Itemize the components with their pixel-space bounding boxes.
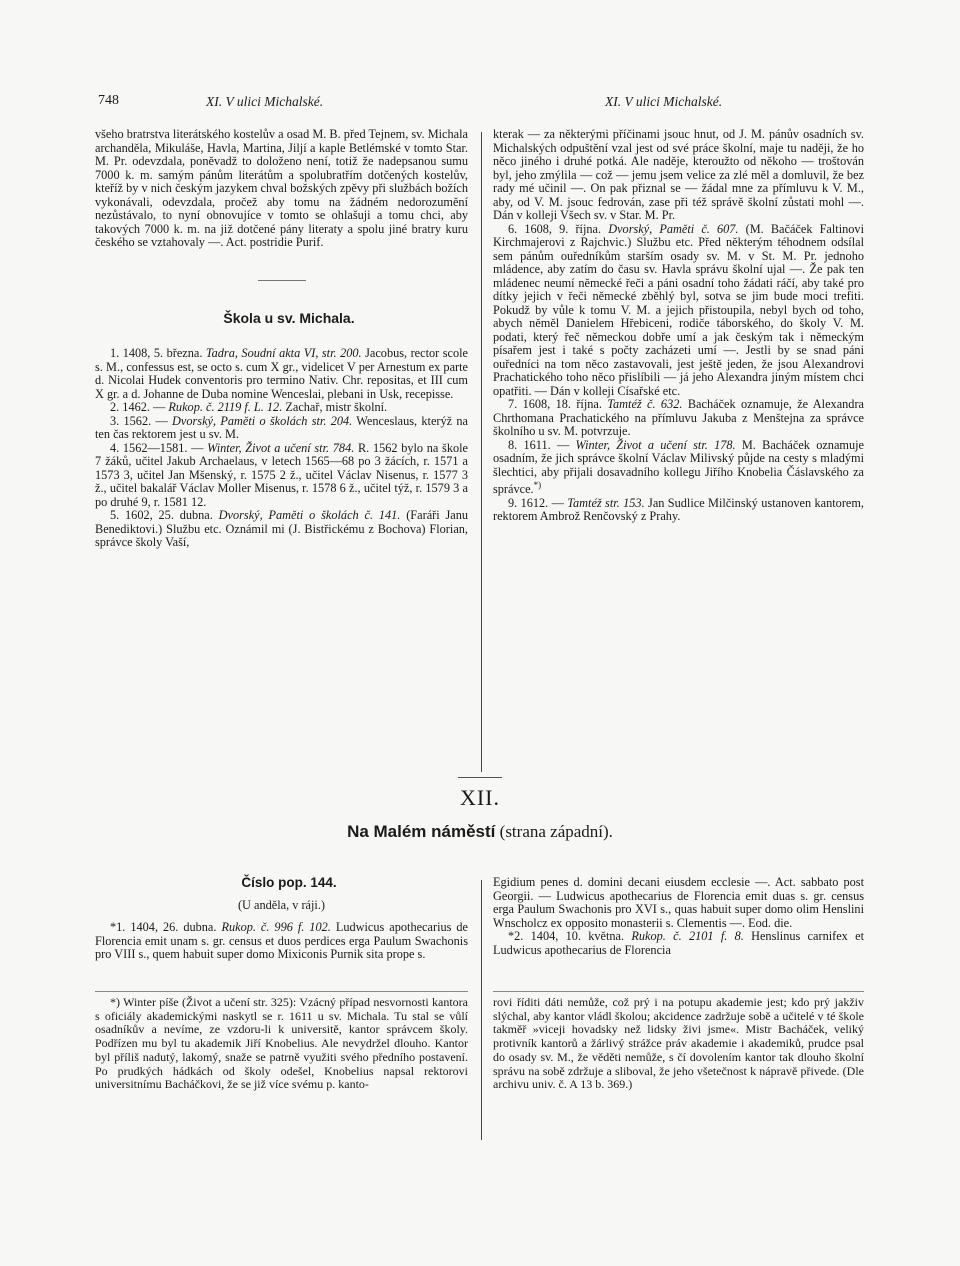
- entry-2-body: Zachař, mistr školní.: [285, 400, 388, 414]
- entry-1-body: Jacobus, rector scole s. M., confessus est, se octo s. cum X gr., videlicet V per Arnestum ex parte d. Nicolai Hudek conventoris pro termino Nativ. Chr. repositas, et III cum X gr. a d. Johanne de Duba nomine Wenceslai, plebani in Usk, recepisse.: [95, 346, 469, 401]
- running-header-left: XI. V ulici Michalské.: [206, 94, 324, 109]
- footnote-text-left: *) Winter píše (Život a učení str. 325): Vzácný případ nesvornosti kantora s oficiály akademickými naskytl se r. 1611 u sv. Michala. Tu stal se vůlí osadníkův a nevíme, ze vzdoru-li k universitě, kantor správcem školy. Podřízen mu byl tu akademik Jiří Knobelius. Ale nevydržel dlouho. Kantor byl příliš nadutý, lakomý, snaže se patrně využiti svého předního postavení. Po prudkých hádkách od školy odešel, Knobelius napsal rektorovi universitnímu Bacháčkovi, že se již více svému p. kanto-: [95, 995, 468, 1092]
- entry-3-body: Wenceslaus, kterýž na ten čas rektorem jest u sv. M.: [95, 413, 468, 441]
- entry-4-body: R. 1562 bylo na škole 7 žáků, učitel Jakub Archaelaus, v letech 1565—68 po 3 žácích, r. 1571 a 1573 3, učitel Jan Mšenský, r. 1575 2 ž., učitel Václav Nisenus, r. 1577 3 ž., učitel bakalář Václav Moller Misenus, r. 1578 6 ž., učitel týž, r. 1579 3 a po druhé 9, r. 1581 12.: [95, 440, 468, 509]
- running-header-right: XI. V ulici Michalské.: [605, 94, 723, 109]
- entry-8-body: M. Bacháček oznamuje osadním, že jich správce školní Václav Milivský půjde na cesty s mladými šlechtici, aby přijali dosavadního kollegu Jiřího Knobelia Čáslavského za správce.: [493, 437, 864, 497]
- entry-2-source: Rukop. č. 2119 f. L. 12.: [168, 400, 283, 414]
- entry-3: [95, 415, 468, 442]
- house-entry-1-source: Rukop. č. 996 f. 102.: [221, 920, 331, 934]
- entry-5-body: (Faráři Janu Benediktovi.) Službu etc. Oznámil mi (J. Bistřickému z Bochova) Florian, správce školy Vaší,: [95, 508, 469, 549]
- entry-8-head: 8. 1611. —: [508, 437, 570, 452]
- entry-2: [95, 401, 468, 415]
- chapter-title: [0, 822, 960, 842]
- entry-1-source: Tadra, Soudní akta VI, str. 200.: [205, 346, 362, 360]
- entry-9-source: Tamtéž str. 153.: [567, 495, 645, 510]
- entry-9-body: Jan Sudlice Milčinský ustanoven kantorem, rektorem Ambrož Renčovský z Prahy.: [493, 495, 865, 524]
- entry-6-source: Dvorský, Paměti č. 607.: [608, 221, 739, 236]
- column-rule-bottom: [481, 880, 482, 1140]
- entry-7-body: Bacháček oznamuje, že Alexandra Chrthomana Prachatického na přímluvu Jakuba z Menštejna za správce školního u sv. M. potvrzuje.: [493, 397, 865, 438]
- column-rule-top: [481, 132, 482, 772]
- entry-3-head: 3. 1562. —: [110, 413, 168, 428]
- chapter-number: XII.: [459, 785, 501, 810]
- entry-2-head: 2. 1462. —: [110, 400, 166, 414]
- house-entry-2-source: Rukop. č. 2101 f. 8.: [631, 929, 744, 943]
- footnote-divider: [95, 991, 468, 992]
- continued-paragraph: všeho bratrstva literátského kostelův a osad M. B. před Tejnem, sv. Michala archanděla, Mikuláše, Havla, Martina, Jiljí a kaple Betlémské v tomto Star. M. Pr. odevzdala, poněvadž to doloženo není, totiž že nadepsanou sumu 7000 k. m. samým pánům literátům a spolubratřím dotčených kostelův, kteříž by v nich českým jazykem chval božských zpěvy při službách božích vykonávali, odevzdala, pročež aby tomu na žádném nedorozumění nezůstávalo, to nyní obnovujíce v tomto se ohlašuji a tomu chci, aby takových 7000 k. m. na již dotčené pány literaty a spolu jiné bratry kuru českého se vztahovaly —. Act. postridie Purif.: [95, 127, 468, 249]
- house-entry-1-body: Ludwicus apothecarius de Florencia emit unam s. gr. census et duos perdices erga Paulum Swachonis pro VIII s., quem habuit super domo Mixiconis Purnik sita prope s.: [95, 920, 469, 961]
- page-number: 748: [98, 93, 119, 108]
- entry-7-source: Tamtéž č. 632.: [607, 397, 683, 411]
- house-entry-2-head: *2. 1404, 10. května.: [508, 929, 625, 943]
- entry-1: [95, 347, 468, 401]
- bottom-left-column: [95, 876, 468, 962]
- entry-5: [95, 509, 468, 550]
- footnote-text-right: rovi říditi dáti nemůže, což prý i na potupu akademie jest; kdo prý jakživ slýchal, aby kantor vládl školou; akcidence zadržuje sobě a učitelé v té škole takměř »viceji hovadsky než lidsky živi jsme«. Mistr Bacháček, veliký protivník kantorů a žárlivý strážce práv akademie i akademiků, prudce psal do osady sv. M., že věděti nemůže, s čí dovolením kantor tak dlouho školní správu na sobě zdržuje a sliboval, že jeho všetečnost k nápravě přivede. (Dle archivu univ. č. A 13 b. 369.): [493, 995, 864, 1092]
- entry-6-body: (M. Bačáček Faltinovi Kirchmajerovi z Rajchvic.) Službu etc. Před některým téhodnem odsílal sem pánům ouředníkům starším osady sv. M. v St. M. Pr. jednoho mládence, aby zatím do času sv. Havla správu školní ujal —. Že pak ten mládenec neumí německé řeči a páni osadní toho žádati ráčí, aby také pro dítky jejich v řeči německé zběhlý byl, sotva se jim bude moci trefiti. Pokudž by vůle k tomu V. M. a jejich přistoupila, nebyl bych od toho, abych něměl Danielem Hřebiceni, rodiče táborského, do školy V. M. podati, který řeč německou dobře umí a jak českým tak i německým písařem jest i také s počty zacházeti umí —. Jestli by se snad páni ouředníci na tom něco zastavovali, jest ještě jeden, že jsou Alexandrovi Prachatického toho něco přislíbili — já jeho Alexandra jiným místem chci opatřiti. — Dán v kolleji Císařské etc.: [493, 221, 864, 398]
- house-title: Číslo pop. 144.: [241, 875, 337, 890]
- section-title: Škola u sv. Michala.: [223, 309, 355, 326]
- entry-5-head: 5. 1602, 25. dubna.: [110, 508, 213, 522]
- entry-7-head: 7. 1608, 18. října.: [508, 397, 602, 411]
- entry-9: [493, 497, 864, 524]
- section-divider: [258, 280, 306, 281]
- top-left-column: [95, 128, 468, 550]
- end-rule: [458, 777, 502, 778]
- house-entry-2: [493, 930, 864, 957]
- entry-5-source: Dvorský, Paměti o školách č. 141.: [218, 508, 401, 522]
- footnote-marker: *): [533, 480, 542, 490]
- top-right-column: [493, 128, 864, 524]
- entry-3-source: Dvorský, Paměti o školách str. 204.: [172, 413, 353, 428]
- entry-7: [493, 398, 864, 439]
- continued-paragraph-bottom-right: Egidium penes d. domini decani eiusdem ecclesie —. Act. sabbato post Georgii. — Ludwicus apothecarius de Florencia emit duas s. gr. census erga Paulum Swachonis pro XVI s., quas habuit super domo olim Henslini Wnscholcz ex opposito monasterii s. Clementis —. Eod. die.: [493, 875, 864, 930]
- entry-9-head: 9. 1612. —: [508, 495, 564, 510]
- house-entry-2-body: Henslinus carnifex et Ludwicus apothecarius de Florencia: [493, 929, 864, 957]
- entry-4: [95, 442, 468, 510]
- entry-8-source: Winter, Život a učení str. 178.: [575, 437, 736, 452]
- entry-4-head: 4. 1562—1581. —: [110, 440, 204, 455]
- entry-6-head: 6. 1608, 9. října.: [508, 221, 602, 236]
- house-entry-1: [95, 921, 468, 962]
- entry-4-source: Winter, Život a učení str. 784.: [207, 440, 355, 455]
- chapter-title-rest: (strana západní).: [499, 822, 613, 841]
- bottom-right-column: [493, 876, 864, 957]
- footnote-right: [493, 996, 864, 1092]
- entry-6: [493, 223, 864, 399]
- entry-1-head: 1. 1408, 5. března.: [110, 346, 203, 360]
- entry-8: [493, 439, 864, 497]
- house-subtitle: (U anděla, v ráji.): [237, 897, 326, 912]
- footnote-divider-right: [493, 991, 864, 992]
- house-entry-1-head: *1. 1404, 26. dubna.: [110, 920, 217, 934]
- footnote-left: [95, 996, 468, 1092]
- continued-paragraph-right: kterak — za některými příčinami jsouc hnut, od J. M. pánův osadních sv. Michalských odpuštění vzal jest od své práce školní, maje tu naději, že ho něco jiného i druhé potká. Ale naděje, kteroužto od někoho — troštován byl, jeho zmýlila — což — jemu jsem velice za zlé měl a domluvil, že bez rady mé učinil —. On pak přiznal se — žádal mne za přímluvu k V. M., aby, od V. M. jsouc fedrován, zase při též správě školní zůstati mohl —. Dán v kolleji Všech sv. v Star. M. Pr.: [493, 127, 864, 222]
- chapter-title-bold: Na Malém náměstí: [347, 822, 496, 841]
